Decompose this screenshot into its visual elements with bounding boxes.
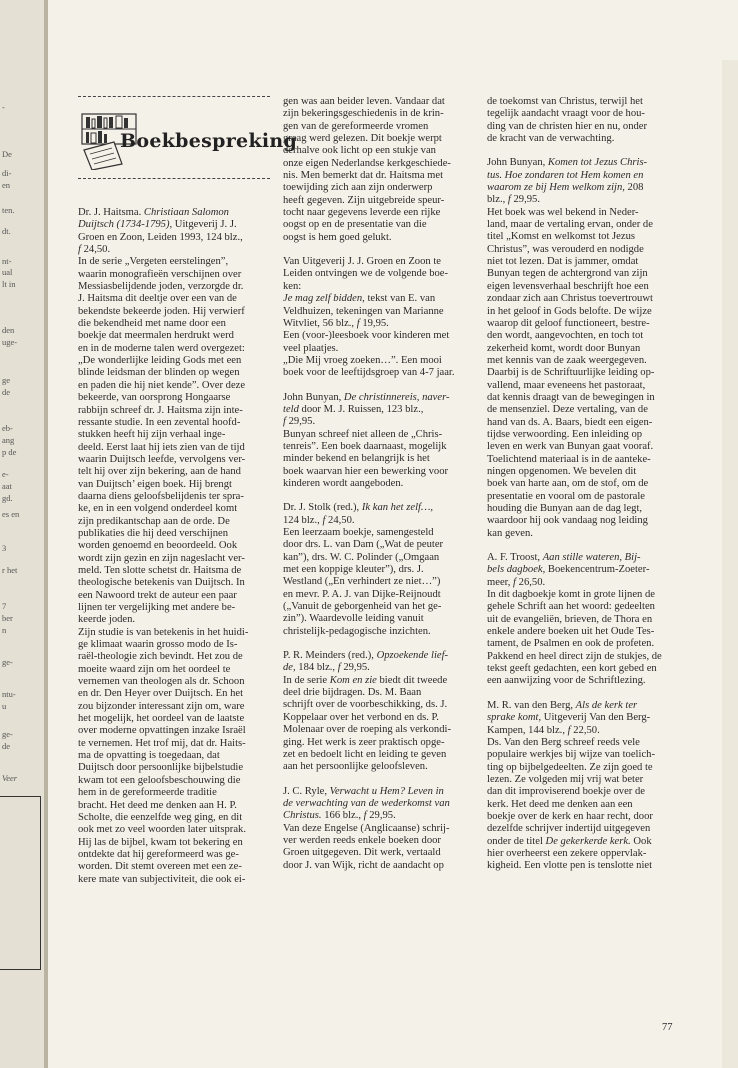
text-line: zin”). Waardevolle leiding vanuit — [283, 613, 424, 625]
text-line: tekst geeft gedachten, een kort gebed en — [487, 663, 657, 675]
text-line: door J. van Wijk, richt de aandacht op — [283, 859, 444, 871]
text-line: stukken heeft hij zijn verhaal inge- — [78, 429, 226, 441]
text-line: Witvliet, 56 blz., f 19,95. — [283, 317, 389, 329]
text-line: eigen levensverhaal beschrijft hoe een — [487, 280, 649, 292]
text-line: tament, de Psalmen en ook de profeten. — [487, 638, 655, 650]
text-line: gen van de gereformeerde vromen — [283, 120, 429, 132]
margin-fragment: es en — [2, 509, 20, 519]
margin-fragment: ntu- — [2, 689, 16, 699]
text-line: schrijft over de voorbeschikking, ds. J. — [283, 699, 448, 711]
text-line: zet en bedoelt licht en leiding te geven — [283, 748, 447, 760]
text-line: over moderne opvattingen inzake Israël — [78, 725, 246, 737]
text-line: Pakkend en heel direct zijn de stukjes, de — [487, 650, 662, 662]
text-line: waarop dit geloof functioneert, bestre- — [487, 317, 650, 329]
margin-fragment: di- — [2, 168, 12, 178]
text-line: hand van ds. A. Baars, biedt een eigen- — [487, 416, 653, 428]
text-line: kinderen wordt aangeboden. — [283, 477, 404, 489]
text-line: niet tot lezen. Dat is jammer, omdat — [487, 256, 639, 268]
text-line: Groen uitgegeven. Dit werk, vertaald — [283, 847, 441, 859]
text-line: Dr. J. Stolk (red.), Ik kan het zelf…, — [283, 502, 434, 514]
text-line: Van Uitgeverij J. J. Groen en Zoon te — [283, 256, 441, 268]
text-line: Groen en Zoon, Leiden 1993, 124 blz., — [78, 231, 243, 243]
text-line: van Duijtsch’ eigen boek. Hij brengt — [78, 478, 232, 490]
text-line: ge klimaat waarin grosso modo de Is- — [78, 639, 238, 651]
margin-fragment: de — [2, 741, 11, 751]
text-line: onder de titel De gekerkerde kerk. Ook — [487, 835, 652, 847]
text-line: Bunyan tegen de achtergrond van zijn — [487, 268, 648, 280]
text-line: land, maar de vertaling ervan, onder de — [487, 219, 653, 231]
text-line: boek van harte aan, om de stof, om de — [487, 478, 649, 490]
text-line: ook met zo veel woorden later uitsprak. — [78, 824, 246, 836]
text-line: gehele Schrift aan het woord: gedeelten — [487, 601, 655, 613]
text-line: telt hij over zijn bekering, aan de hand — [78, 466, 241, 478]
text-line: oogst is hem goed gelukt. — [283, 231, 392, 243]
paragraph — [283, 256, 478, 379]
text-line: ting op bijbelgedeelten. Ze zijn goed te — [487, 761, 653, 773]
text-line: worden genoemd en beoordeeld. Ook — [78, 540, 238, 552]
text-line: het mogelijk, het oordeel van de laatste — [78, 713, 245, 725]
text-line: Westland („En verhindert ze niet…”) — [283, 576, 441, 588]
margin-fragment: dt. — [2, 226, 11, 236]
text-line: Christus”, was verouderd en nodigde — [487, 243, 644, 255]
section-title: Boekbespreking — [120, 130, 298, 152]
text-line: John Bunyan, De christinnereis, naver- — [283, 391, 450, 403]
paragraph — [283, 392, 478, 491]
text-line: Leiden ontvingen we de volgende boe- — [283, 268, 449, 280]
text-line: te vernemen. Het trof mij, dat dr. Haits- — [78, 737, 246, 749]
text-line: teld door M. J. Ruissen, 123 blz., — [283, 403, 424, 415]
text-line: Christus. 166 blz., f 29,95. — [283, 810, 396, 822]
text-line: waarom ze bij Hem welkom zijn, 208 — [487, 182, 644, 194]
text-line: Duijtsch (1734-1795), Uitgeverij J. J. — [78, 219, 237, 231]
text-line: Van deze Engelse (Anglicaanse) schrij- — [283, 822, 450, 834]
text-line: waarin monografieën verschijnen over — [78, 268, 242, 280]
page-edge — [722, 60, 738, 1068]
text-line: Molenaar over de roeping als verkondi- — [283, 724, 451, 736]
text-line: bekeerde, van oorsprong Hongaarse — [78, 392, 231, 404]
paragraph — [283, 650, 478, 773]
text-line: wordt zijn gezin en zijn nageslacht ver- — [78, 552, 245, 564]
text-line: deel drie bijdragen. Ds. M. Baan — [283, 687, 422, 699]
text-line: Bunyan schreef niet alleen de „Chris- — [283, 428, 443, 440]
text-line: John Bunyan, Komen tot Jezus Chris- — [487, 157, 648, 169]
text-line: met een koppige kleuter”), drs. J. — [283, 564, 424, 576]
margin-fragment: ge- — [2, 657, 13, 667]
page-number: 77 — [662, 1022, 673, 1033]
text-line: titel „Komst en welkomst tot Jezus — [487, 231, 635, 243]
header-rule-bottom — [78, 178, 270, 179]
text-line: de, 184 blz., f 29,95. — [283, 662, 370, 674]
paragraph — [487, 700, 683, 873]
text-line: f 29,95. — [283, 416, 316, 428]
text-line: vallend, maar eveneens het pastoraat, — [487, 379, 646, 391]
text-line: de kracht van de verwachting. — [487, 133, 615, 145]
header-rule-top — [78, 96, 270, 97]
margin-fragment: e- — [2, 469, 9, 479]
margin-fragment: den — [2, 325, 15, 335]
text-line: Messiasbelijdende joden, verzorgde dr. — [78, 281, 244, 293]
text-line: Je mag zelf bidden, tekst van E. van — [283, 293, 436, 305]
text-line: veel plaatjes. — [283, 342, 339, 354]
margin-fragment: uge- — [2, 337, 18, 347]
margin-fragment: De — [2, 149, 12, 159]
paragraph — [487, 96, 683, 145]
margin-fragment: lt in — [2, 279, 16, 289]
text-line: lezen. Ze volgeden mij vrij wat beter — [487, 773, 644, 785]
paragraph — [78, 207, 273, 886]
text-line: kan”), drs. W. C. Polinder („Omgaan — [283, 551, 440, 563]
text-line: daarna diens geloofsbelijdenis ter spra- — [78, 490, 244, 502]
margin-fragment: gd. — [2, 493, 13, 503]
margin-fragment: ge- — [2, 729, 13, 739]
text-line: presentatie en vooral om de pastorale — [487, 490, 645, 502]
margin-fragment: Veer — [2, 773, 18, 783]
text-line: ken: — [283, 280, 302, 292]
text-line: ging. Het werk is zeer praktisch opge- — [283, 736, 445, 748]
paragraph — [283, 96, 478, 244]
text-line: kan geven. — [487, 527, 533, 539]
margin-fragment: ang — [2, 435, 15, 445]
margin-fragment: 3 — [2, 543, 7, 553]
text-line: moeite waard zijn om het oordeel te — [78, 663, 231, 675]
text-line: Scholte, die eenzelfde weg ging, en dit — [78, 811, 243, 823]
margin-fragment: ual — [2, 267, 13, 277]
text-line: f 24,50. — [78, 244, 111, 256]
text-line: bracht. Het deed me denken aan H. P. — [78, 799, 237, 811]
text-line: hier overheerst een zekere oppervlak- — [487, 847, 647, 859]
text-line: heeft gegeven. Zijn uitgebreide speur- — [283, 194, 445, 206]
text-line: en mevr. P. A. J. van Dijke-Reijnoudt — [283, 588, 441, 600]
text-line: populaire werkjes bij wijze van toelich- — [487, 749, 655, 761]
text-line: tus. Hoe zondaren tot Hem komen en — [487, 169, 644, 181]
text-line: theologische betekenis van Duijtsch. In — [78, 577, 245, 589]
margin-fragment: eb- — [2, 423, 13, 433]
text-line: waarin Duijtsch leefde, vervolgens ver- — [78, 453, 246, 465]
margin-fragment: n — [2, 625, 7, 635]
text-line: Daarbij is de Schriftuurlijke leiding op- — [487, 367, 655, 379]
text-line: P. R. Meinders (red.), Opzoekende lief- — [283, 650, 449, 662]
text-line: Koppelaar over het verbond en ds. P. — [283, 711, 439, 723]
text-line: boek waarvan hier een bewerking voor — [283, 465, 449, 477]
text-line: kigheid. Een vlotte pen is tenslotte niet — [487, 860, 653, 872]
text-line: rabbijn schreef dr. J. Haitsma zijn inte- — [78, 404, 243, 416]
margin-fragment: 7 — [2, 601, 7, 611]
text-line: aan het persoonlijke geloofsleven. — [283, 761, 428, 773]
text-line: minder bekend en belangrijk is het — [283, 453, 430, 465]
text-line: en dr. Den Heyer over Duijtsch. En het — [78, 688, 244, 700]
margin-fragment: ber — [2, 613, 13, 623]
text-line: ressante studie. In een zevental hoofd- — [78, 416, 241, 428]
text-line: de mensenziel. Deze vertaling, van de — [487, 404, 648, 416]
text-line: deeld. Eerst laat hij iets zien van de tijd — [78, 441, 245, 453]
previous-page-box — [0, 796, 41, 970]
column-1 — [78, 207, 273, 886]
margin-fragment: en — [2, 180, 11, 190]
margin-fragment: de — [2, 387, 11, 397]
text-line: kere mate van subjectiviteit, die ook ei- — [78, 873, 246, 885]
text-line: zou bijzonder interessant zijn om, ware — [78, 700, 245, 712]
text-line: worden. Dit stemt overeen met een ze- — [78, 861, 242, 873]
column-2 — [283, 96, 478, 872]
text-line: In de serie „Vergeten eerstelingen”, — [78, 256, 229, 268]
text-line: in het geloof in Gods belofte. De wijze — [487, 305, 652, 317]
text-line: ver werden reeds enkele boeken door — [283, 834, 441, 846]
text-line: tocht naar gegevens leverde een rijke — [283, 207, 441, 219]
text-line: derhalve ook licht op een stukje van — [283, 145, 436, 157]
margin-fragment: nt- — [2, 256, 12, 266]
text-line: In de serie Kom en zie biedt dit tweede — [283, 674, 448, 686]
text-line: zijn bekeringsgeschiedenis in de krin- — [283, 108, 444, 120]
text-line: Ds. Van den Berg schreef reeds vele — [487, 736, 640, 748]
text-line: M. R. van den Berg, Als de kerk ter — [487, 699, 638, 711]
text-line: boekje dat meermalen herdrukt werd — [78, 330, 234, 342]
text-line: Het boek was wel bekend in Neder- — [487, 206, 639, 218]
text-line: enkele andere boeken uit het Oude Tes- — [487, 626, 655, 638]
text-line: kwam tot een geloofsbeschouwing die — [78, 774, 241, 786]
text-line: de verwachting van de wederkomst van — [283, 797, 450, 809]
text-line: zondaar zich aan Christus toevertrouwt — [487, 293, 653, 305]
text-line: tegelijk aandacht vraagt voor de hou- — [487, 108, 645, 120]
text-line: blinde leidsman der blinden op wegen — [78, 367, 240, 379]
text-line: boek voor de leeftijdsgroep van 4-7 jaar. — [283, 367, 455, 379]
text-line: meer, f 26,50. — [487, 576, 546, 588]
margin-fragment: p de — [2, 447, 17, 457]
text-line: bels dagboek, Boekencentrum-Zoeter- — [487, 564, 650, 576]
text-line: „Die Mij vroeg zoeken…”. Een mooi — [283, 354, 442, 366]
margin-fragment: aat — [2, 481, 12, 491]
margin-fragment: - — [2, 102, 5, 112]
text-line: meld. Ten slotte schetst dr. Haitsma de — [78, 564, 242, 576]
text-line: een Nawoord trekt de auteur een paar — [78, 589, 237, 601]
text-line: bekendste bekeerde joden. Hij verwierf — [78, 305, 245, 317]
text-line: kerk. Het deed me denken aan een — [487, 798, 633, 810]
text-line: en paden die hij niet kende”. Over deze — [78, 379, 246, 391]
text-line: zijn predikantschap aan de orde. De — [78, 515, 230, 527]
text-line: houding die Bunyan aan de dag legt, — [487, 503, 643, 514]
text-line: Een leerzaam boekje, samengesteld — [283, 527, 434, 538]
text-line: („Vanuit de geborgenheid van het ge- — [283, 601, 442, 613]
text-line: Zijn studie is van betekenis in het huidi- — [78, 626, 249, 638]
text-line: A. F. Troost, Aan stille wateren, Bij- — [487, 552, 641, 564]
text-line: een aanwijzing voor de Schriftlezing. — [487, 675, 646, 687]
text-line: J. Haitsma dit deeltje over een van de — [78, 293, 237, 305]
text-line: dezelfde schrijver indertijd uitgegeven — [487, 823, 651, 835]
paragraph — [487, 157, 683, 540]
text-line: Dr. J. Haitsma. Christiaan Salomon — [78, 207, 229, 218]
text-line: In dit dagboekje komt in grote lijnen de — [487, 589, 655, 601]
text-line: toewijding zich aan zijn onderwerp — [283, 182, 433, 194]
text-line: blz., f 29,95. — [487, 194, 540, 206]
margin-fragment: ge — [2, 375, 11, 385]
text-line: die bekendheid met name door een — [78, 318, 226, 330]
text-line: J. C. Ryle, Verwacht u Hem? Leven in — [283, 785, 444, 797]
text-line: Toelichtend materiaal is in de aanteke- — [487, 453, 651, 465]
text-line: christelijk-pedagogische inzichten. — [283, 625, 431, 637]
text-line: onze eigen Nederlandse kerkgeschiede- — [283, 157, 451, 169]
text-line: ningen opgenomen. We bevelen dit — [487, 465, 637, 477]
margin-fragment: u — [2, 701, 7, 711]
text-line: Een (voor-)leesboek voor kinderen met — [283, 330, 450, 342]
section-header — [78, 96, 298, 178]
text-line: oogst op en de presentatie van die — [283, 219, 427, 231]
text-line: sprake komt, Uitgeverij Van den Berg- — [487, 712, 651, 724]
text-line: publikaties die hij deed verschijnen — [78, 527, 229, 539]
text-line: tenreis”. Een boek daarnaast, mogelijk — [283, 440, 447, 452]
text-line: dat kennis draagt van de bewegingen in — [487, 391, 655, 403]
text-line: tijdse verwoording. Een inleiding op — [487, 428, 643, 440]
margin-fragment: r het — [2, 565, 18, 575]
text-line: uit de evangeliën, brieven, de Thora en — [487, 613, 653, 625]
text-line: vernemen van theologen als dr. Schoon — [78, 676, 245, 688]
text-line: graag werd gelezen. Dit boekje werpt — [283, 133, 442, 145]
column-3 — [487, 96, 683, 873]
paragraph — [283, 502, 478, 638]
text-line: zekerheid komt, wordt door Bunyan — [487, 342, 641, 354]
text-line: Veldhuizen, tekeningen van Marianne — [283, 305, 444, 317]
text-line: Kampen, 144 blz., f 22,50. — [487, 724, 600, 736]
text-line: met kennis van de zaak weergegeven. — [487, 354, 647, 366]
text-line: boekje over de kerk en haar recht, door — [487, 810, 653, 822]
margin-fragment: ten. — [2, 205, 15, 215]
text-line: nis. Men bemerkt dat dr. Haitsma met — [283, 170, 444, 182]
text-line: gen was aan beider leven. Vandaar dat — [283, 96, 445, 107]
text-line: raël-theologie zich bevindt. Het zou de — [78, 651, 243, 663]
text-line: „De wonderlijke leiding Gods met een — [78, 355, 242, 367]
text-line: leven en werk van Bunyan gaat vooraf. — [487, 441, 654, 453]
text-line: Duijtsch door persoonlijke bijbelstudie — [78, 762, 244, 774]
text-line: dan dit improviserend boekje over de — [487, 786, 645, 798]
text-line: lijnen ter vergelijking met andere be- — [78, 602, 236, 613]
paragraph — [283, 786, 478, 872]
text-line: keerde joden. — [78, 614, 136, 626]
text-line: Hij las de bijbel, kwam tot bekering en — [78, 836, 243, 848]
text-line: ke, en in een volgend onderdeel komt — [78, 503, 238, 515]
text-line: de toekomst van Christus, terwijl het — [487, 96, 643, 107]
text-line: door drs. L. van Dam („Wat de peuter — [283, 539, 444, 551]
text-line: 124 blz., f 24,50. — [283, 514, 355, 526]
text-line: ding van de christen hier en nu, onder — [487, 120, 648, 132]
text-line: hem in de gereformeerde traditie — [78, 787, 217, 799]
text-line: den wordt, aangevochten, en toch tot — [487, 330, 644, 342]
text-line: ontdekte dat hij gereformeerd was ge- — [78, 848, 239, 860]
paragraph — [487, 552, 683, 688]
text-line: ma de opvatting is toegedaan, dat — [78, 750, 220, 762]
text-line: waardoor hij ook vandaag nog leiding — [487, 515, 648, 527]
text-line: en in de moderne talen werd overgezet: — [78, 342, 245, 354]
